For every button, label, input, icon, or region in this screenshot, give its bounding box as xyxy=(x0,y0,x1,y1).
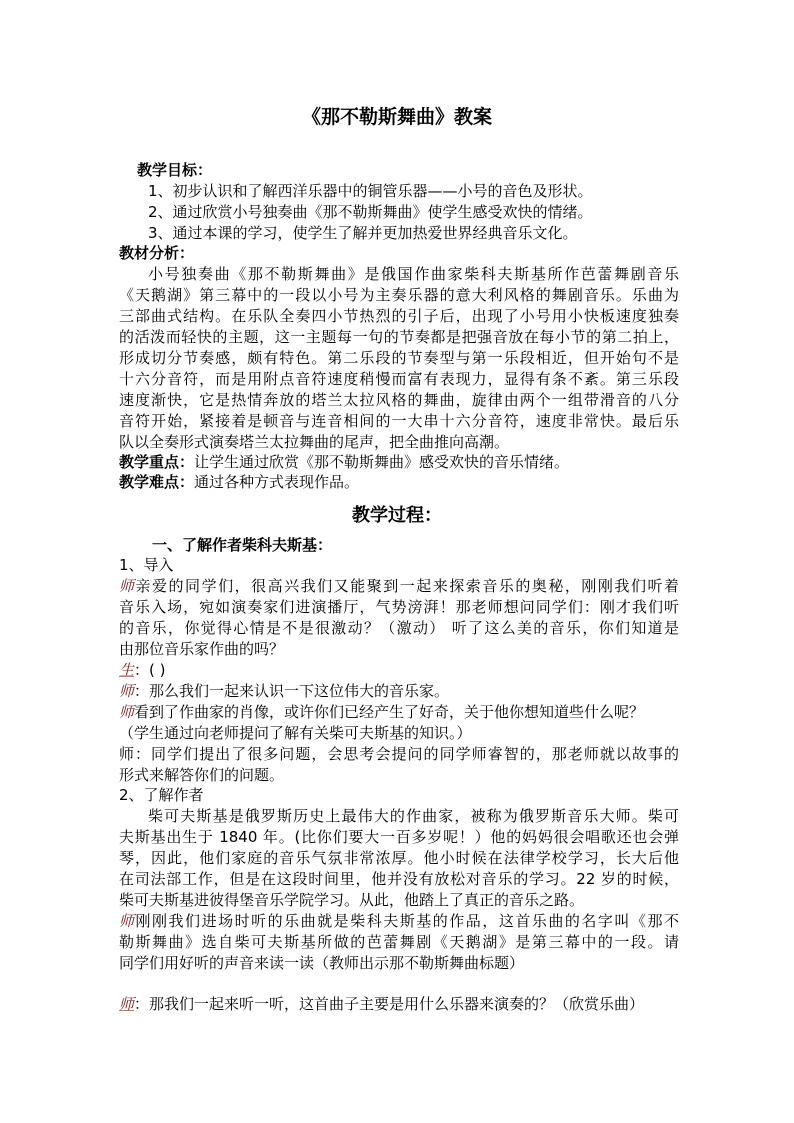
analysis-line: 小号独奏曲《那不勒斯舞曲》是俄国作曲家柴科夫斯基所作芭蕾舞剧音乐 xyxy=(148,265,679,283)
author-line: 琴，因此，他们家庭的音乐气氛非常浓厚。他小时候在法律学校学习，长大后他 xyxy=(119,849,679,867)
teacher-marker: 师 xyxy=(119,703,135,721)
key-point-label: 教学重点： xyxy=(119,453,195,471)
teacher-marker: 师 xyxy=(119,995,135,1013)
dialog-line: 师：同学们提出了很多问题，会思考会提问的同学师睿智的，那老师就以故事的 xyxy=(119,745,679,763)
author-line: 柴可夫斯基是俄罗斯历史上最伟大的作曲家，被称为俄罗斯音乐大师。柴可 xyxy=(148,807,679,825)
process-heading: 教学过程： xyxy=(352,505,442,526)
dialog-line: 的音乐，你觉得心情是不是很激动？（激动） 听了这么美的音乐，你们知道是 xyxy=(119,619,679,637)
dialog-line: 形式来解答你们的问题。 xyxy=(119,766,285,784)
goals-heading: 教学目标： xyxy=(137,161,213,179)
analysis-line: 队以全奏形式演奏塔兰太拉舞曲的尾声，把全曲推向高潮。 xyxy=(119,433,510,451)
analysis-line: 音符开始，紧接着是顿音与连音相间的一大串十六分音符，速度非常快。最后乐 xyxy=(119,412,679,430)
difficulty-label: 教学难点： xyxy=(119,473,195,491)
dialog-line: 师：那我们一起来听一听，这首曲子主要是用什么乐器来演奏的？（欣赏乐曲） xyxy=(119,995,645,1013)
goal-item-1: 1、初步认识和了解西洋乐器中的铜管乐器——小号的音色及形状。 xyxy=(148,182,593,200)
dialog-line: 音乐入场，宛如演奏家们进演播厅，气势滂湃！那老师想问同学们：刚才我们听 xyxy=(119,598,679,616)
goal-item-3: 3、通过本课的学习，使学生了解并更加热爱世界经典音乐文化。 xyxy=(148,224,578,242)
author-label: 2、了解作者 xyxy=(119,786,204,804)
dialog-line: 师：那么我们一起来认识一下这位伟大的音乐家。 xyxy=(119,682,450,700)
dialog-line: 师看到了作曲家的肖像，或许你们已经产生了好奇，关于他你想知道些什么呢？ xyxy=(119,703,645,721)
key-point xyxy=(119,452,679,473)
student-marker: 生 xyxy=(119,661,135,679)
analysis-line: 《天鹅湖》第三幕中的一段以小号为主奏乐器的意大利风格的舞剧音乐。乐曲为 xyxy=(119,286,679,304)
part1-heading: 一、了解作者柴科夫斯基： xyxy=(152,536,333,554)
analysis-line: 十六分音符，而是用附点音符速度稍慢而富有表现力，显得有条不紊。第三乐段 xyxy=(119,370,679,388)
dialog-line: （学生通过向老师提问了解有关柴可夫斯基的知识。） xyxy=(119,724,472,742)
author-line: 柴可夫斯基进彼得堡音乐学院学习。从此，他踏上了真正的音乐之路。 xyxy=(119,891,585,909)
dialog-line: 由那位音乐家作曲的吗？ xyxy=(119,640,285,658)
difficulty-text: 通过各种方式表现作品。 xyxy=(194,473,360,491)
dialog-line: 勒斯舞曲》选自柴可夫斯基所做的芭蕾舞剧《天鹅湖》是第三幕中的一段。请 xyxy=(119,933,679,951)
student-line: 生：( ) xyxy=(119,661,166,679)
teacher-marker: 师 xyxy=(119,682,135,700)
teacher-marker: 师 xyxy=(119,577,136,595)
author-line: 在司法部工作，但是在这段时间里，他并没有放松对音乐的学习。22 岁的时候， xyxy=(119,870,679,888)
intro-label: 1、导入 xyxy=(119,556,174,574)
teacher-marker: 师 xyxy=(119,912,136,930)
dialog-line: 师刚刚我们进场时听的乐曲就是柴科夫斯基的作品，这首乐曲的名字叫《那不 xyxy=(119,912,679,930)
analysis-line: 形成切分节奏感，颇有特色。第二乐段的节奏型与第一乐段相近，但开始句不是 xyxy=(119,349,679,367)
key-point-text: 让学生通过欣赏《那不勒斯舞曲》感受欢快的音乐情绪。 xyxy=(194,453,570,471)
dialog-line: 同学们用好听的声音来读一读（教师出示那不勒斯舞曲标题） xyxy=(119,954,525,972)
analysis-line: 三部曲式结构。在乐队全奏四小节热烈的引子后，出现了小号用小快板速度独奏 xyxy=(119,307,679,325)
analysis-line: 的活泼而轻快的主题，这一主题每一句的节奏都是把强音放在每小节的第二拍上， xyxy=(119,328,679,346)
analysis-line: 速度渐快，它是热情奔放的塔兰太拉风格的舞曲，旋律由两个一组带滑音的八分 xyxy=(119,391,679,409)
difficulty-point xyxy=(119,472,679,493)
analysis-heading: 教材分析： xyxy=(119,244,195,262)
author-line: 夫斯基出生于 1840 年。(比你们要大一百多岁呢！）他的妈妈很会唱歌还也会弹 xyxy=(119,828,679,846)
goal-item-2: 2、通过欣赏小号独奏曲《那不勒斯舞曲》使学生感受欢快的情绪。 xyxy=(148,203,593,221)
dialog-line: 师亲爱的同学们，很高兴我们又能聚到一起来探索音乐的奥秘，刚刚我们听着 xyxy=(119,577,679,595)
document-title: 《那不勒斯舞曲》教案 xyxy=(301,106,492,128)
